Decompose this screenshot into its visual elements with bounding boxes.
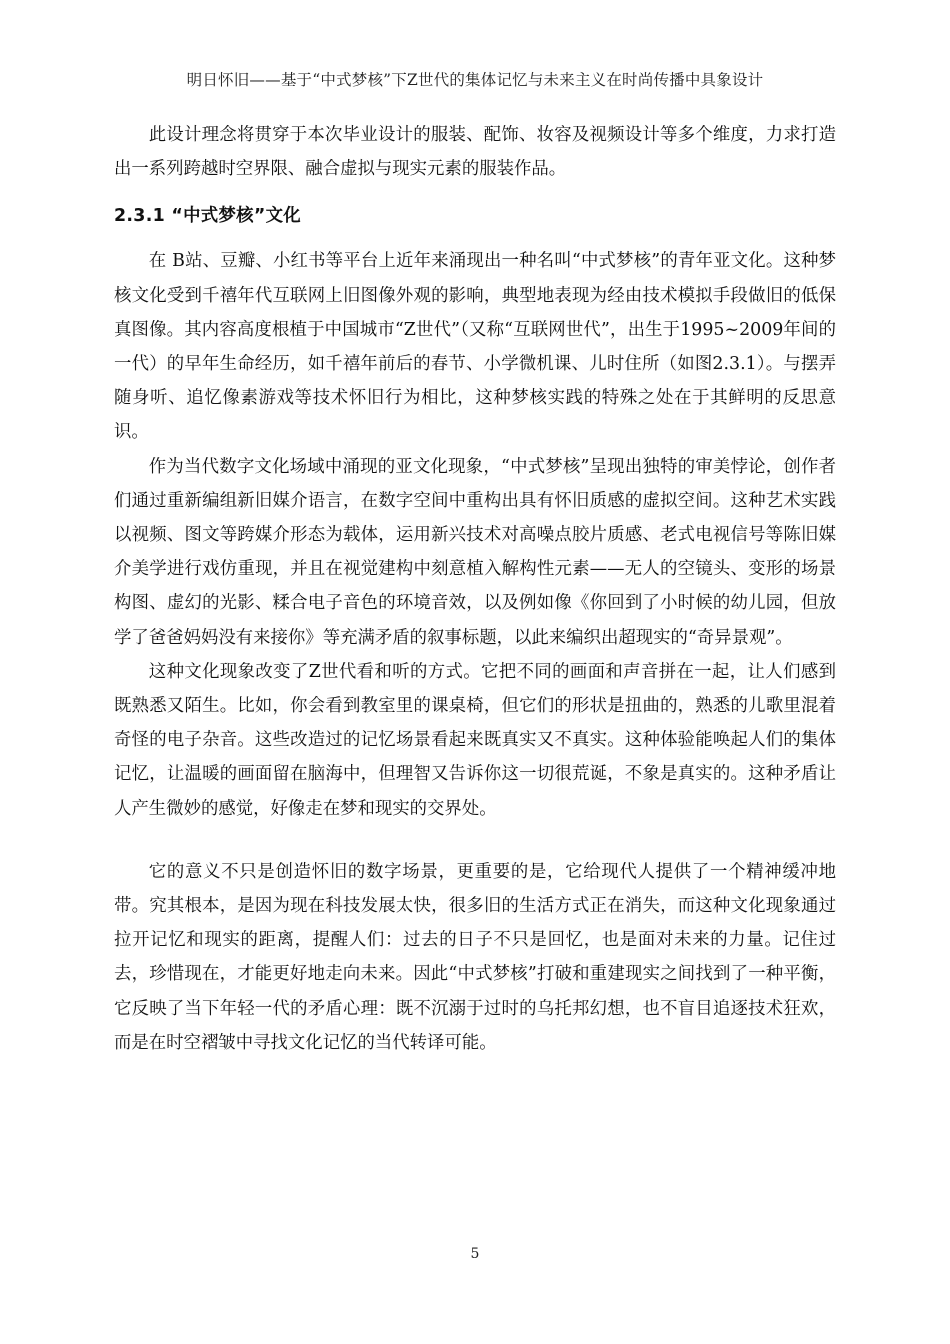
body-paragraph-2: 作为当代数字文化场域中涌现的亚文化现象，“中式梦核”呈现出独特的审美悖论，创作者们通过重新编组新旧媒介语言，在数字空间中重构出具有怀旧质感的虚拟空间。这种艺术实践以视频、图文等跨媒介形态为载体，运用新兴技术对高噪点胶片质感、老式电视信号等陈旧媒介美学进行戏仿重现，并且在视觉建构中刻意植入解构性元素——无人的空镜头、变形的场景构图、虚幻的光影、糅合电子音色的环境音效，以及例如像《你回到了小时候的幼儿园，但放学了爸爸妈妈没有来接你》等充满矛盾的叙事标题，以此来编织出超现实的“奇异景观”。 [114, 456, 836, 648]
intro-paragraph: 此设计理念将贯穿于本次毕业设计的服装、配饰、妆容及视频设计等多个维度，力求打造出一系列跨越时空界限、融合虚拟与现实元素的服装作品。 [114, 125, 836, 180]
page-body [114, 118, 836, 1060]
page-number: 5 [470, 1246, 480, 1262]
section-heading-2-3-1: 2.3.1 “中式梦核”文化 [114, 206, 301, 227]
header-divider [114, 96, 836, 97]
body-paragraph-3: 这种文化现象改变了Z世代看和听的方式。它把不同的画面和声音拼在一起，让人们感到既熟悉又陌生。比如，你会看到教室里的课桌椅，但它们的形状是扭曲的，熟悉的儿歌里混着奇怪的电子杂音。这些改造过的记忆场景看起来既真实又不真实。这种体验能唤起人们的集体记忆，让温暖的画面留在脑海中，但理智又告诉你这一切很荒诞，不象是真实的。这种矛盾让人产生微妙的感觉，好像走在梦和现实的交界处。 [114, 661, 836, 819]
body-paragraph-4: 它的意义不只是创造怀旧的数字场景，更重要的是，它给现代人提供了一个精神缓冲地带。究其根本，是因为现在科技发展太快，很多旧的生活方式正在消失，而这种文化现象通过拉开记忆和现实的距离，提醒人们：过去的日子不只是回忆，也是面对未来的力量。记住过去，珍惜现在，才能更好地走向未来。因此“中式梦核”打破和重建现实之间找到了一种平衡，它反映了当下年轻一代的矛盾心理：既不沉溺于过时的乌托邦幻想，也不盲目追逐技术狂欢，而是在时空褶皱中寻找文化记忆的当代转译可能。 [114, 861, 836, 1053]
running-header: 明日怀旧——基于“中式梦核”下Z世代的集体记忆与未来主义在时尚传播中具象设计 [186, 71, 764, 89]
body-paragraph-1: 在 B站、豆瓣、小红书等平台上近年来涌现出一种名叫“中式梦核”的青年亚文化。这种梦核文化受到千禧年代互联网上旧图像外观的影响，典型地表现为经由技术模拟手段做旧的低保真图像。其内容高度根植于中国城市“Z世代”（又称“互联网世代”，出生于1995~2009年间的一代）的早年生命经历，如千禧年前后的春节、小学微机课、儿时住所（如图2.3.1）。与摆弄随身听、追忆像素游戏等技术怀旧行为相比，这种梦核实践的特殊之处在于其鲜明的反思意识。 [114, 251, 836, 443]
